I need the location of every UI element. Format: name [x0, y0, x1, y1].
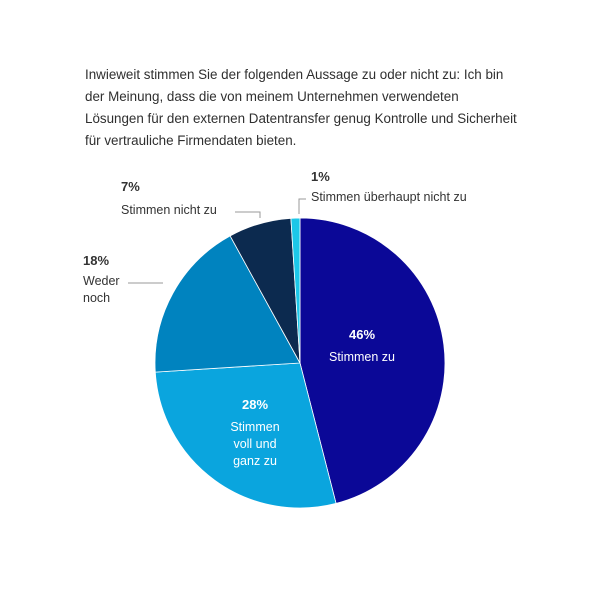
slice-category-label: Weder	[83, 274, 120, 288]
slice-percent-label: 1%	[311, 169, 330, 184]
slice-category-label: noch	[83, 291, 111, 305]
slice-percent-label: 7%	[121, 179, 140, 194]
slice-category-label: Stimmen zu	[329, 350, 395, 364]
slice-category-label: voll und	[233, 437, 277, 451]
slice-category-label: ganz zu	[233, 454, 277, 468]
pie-slices	[155, 218, 445, 508]
slice-category-label: Stimmen	[230, 420, 280, 434]
question-line-2: der Meinung, dass die von meinem Unternehmen verwendeten	[85, 89, 459, 104]
question-line-1: Inwieweit stimmen Sie der folgenden Aussage zu oder nicht zu: Ich bin	[85, 67, 504, 82]
leader-line	[299, 199, 306, 214]
slice-percent-label: 46%	[348, 327, 376, 342]
leader-line	[235, 212, 260, 218]
slice-percent-label: 18%	[83, 253, 110, 268]
question-line-3: Lösungen für den externen Datentransfer genug Kontrolle und Sicherheit	[85, 111, 517, 126]
slice-category-label: Stimmen nicht zu	[121, 203, 217, 217]
question-line-4: für vertrauliche Firmendaten bieten.	[85, 133, 297, 148]
slice-percent-label: 28%	[241, 397, 269, 412]
slice-category-label: Stimmen überhaupt nicht zu	[311, 190, 467, 204]
